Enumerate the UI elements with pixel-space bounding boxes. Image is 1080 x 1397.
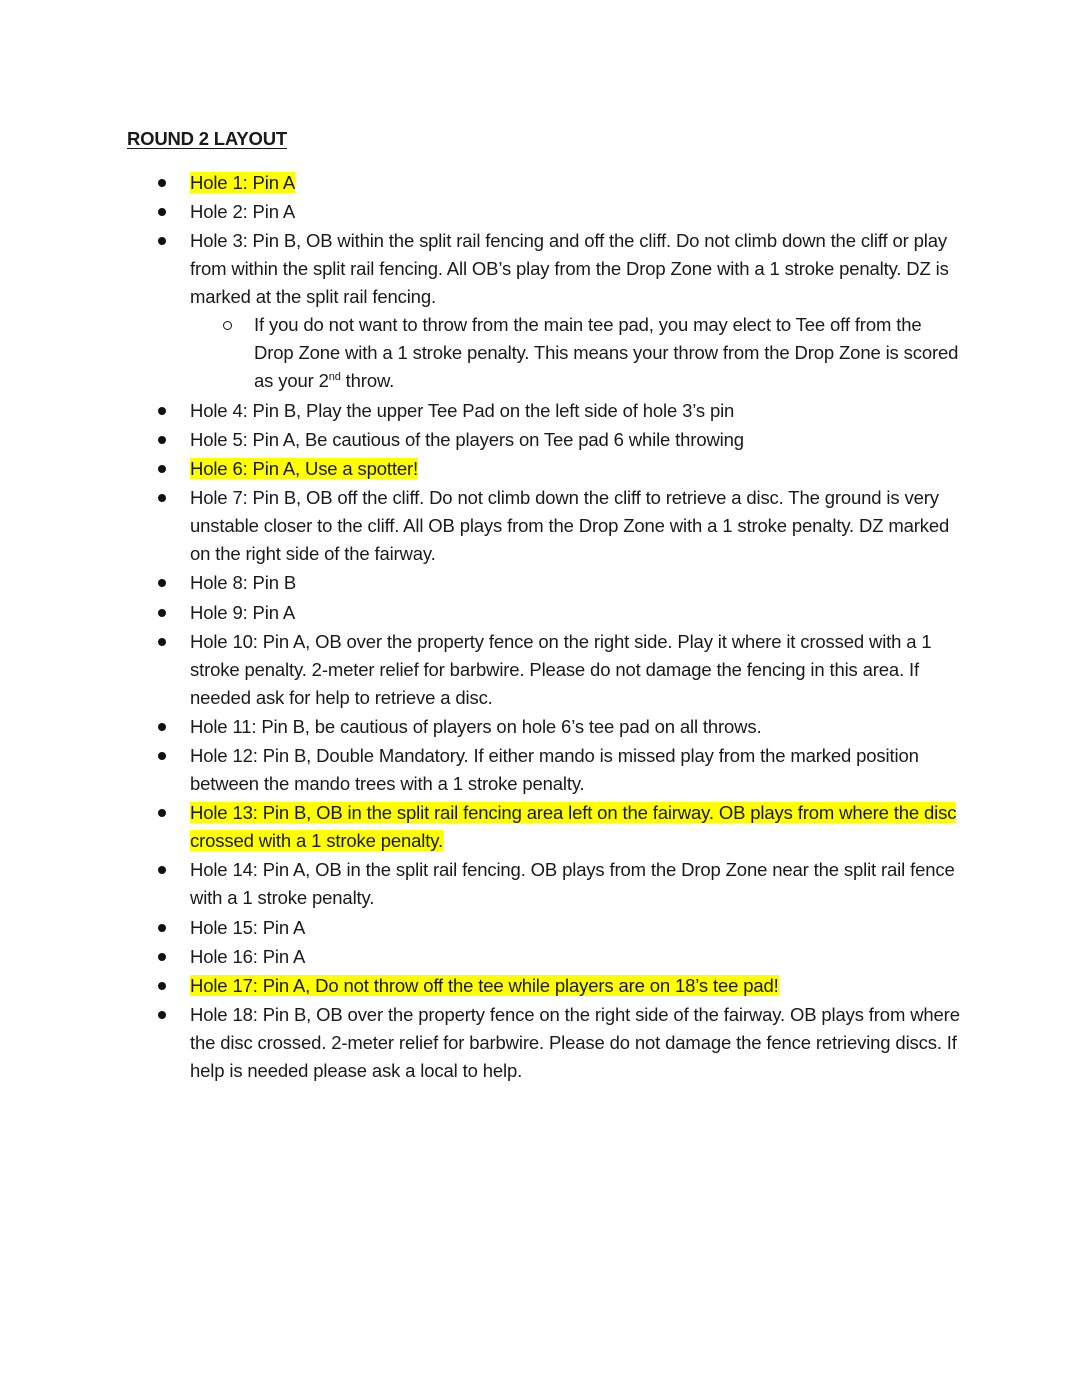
list-item-hole-10: [0, 628, 1080, 712]
bullet-icon: [158, 465, 166, 473]
bullet-icon: [158, 407, 166, 415]
bullet-icon: [158, 752, 166, 760]
list-item-hole-16: [0, 943, 1080, 971]
list-item-hole-3: [0, 227, 1080, 395]
list-item-hole-5: [0, 426, 1080, 454]
list-item-hole-1: [0, 169, 1080, 197]
hole-8-text: Hole 8: Pin B: [190, 572, 297, 594]
page-title: ROUND 2 LAYOUT: [127, 128, 287, 149]
bullet-icon: [158, 208, 166, 216]
hole-7-text: Hole 7: Pin B, OB off the cliff. Do not climb down the cliff to retrieve a disc. The ground is very unstable closer to the cliff. All OB plays from the Drop Zone with a 1 stroke penalty. DZ marked on the right side of the fairway.: [190, 487, 950, 565]
bullet-icon: [158, 609, 166, 617]
bullet-icon: [158, 1011, 166, 1019]
bullet-icon: [158, 809, 166, 817]
bullet-icon: [158, 924, 166, 932]
hole-3-sub-item: [190, 311, 960, 395]
bullet-icon: [158, 866, 166, 874]
hole-12-text: Hole 12: Pin B, Double Mandatory. If either mando is missed play from the marked position between the mando trees with a 1 stroke penalty.: [190, 745, 919, 795]
hole-3-sublist: [190, 311, 960, 395]
list-item-hole-18: [0, 1001, 1080, 1085]
list-item-hole-2: [0, 198, 1080, 226]
list-item-hole-4: [0, 397, 1080, 425]
hole-3-text: Hole 3: Pin B, OB within the split rail fencing and off the cliff. Do not climb down the cliff or play from within the split rail fencing. All OB’s play from the Drop Zone with a 1 stroke penalty. DZ is marked at the split rail fencing.: [190, 230, 949, 308]
list-item-hole-9: [0, 599, 1080, 627]
list-item-hole-14: [0, 856, 1080, 912]
bullet-icon: [158, 982, 166, 990]
bullet-icon: [158, 179, 166, 187]
bullet-icon: [158, 237, 166, 245]
hole-3-sub-text-end: throw.: [340, 370, 395, 392]
bullet-icon: [158, 953, 166, 961]
hole-18-text: Hole 18: Pin B, OB over the property fence on the right side of the fairway. OB plays from where the disc crossed. 2-meter relief for barbwire. Please do not damage the fence retrieving discs. If help is needed please ask a local to help.: [190, 1004, 960, 1082]
hole-6-text: Hole 6: Pin A, Use a spotter!: [190, 457, 419, 479]
list-item-hole-6: [0, 455, 1080, 483]
hole-5-text: Hole 5: Pin A, Be cautious of the players on Tee pad 6 while throwing: [190, 428, 744, 450]
list-item-hole-11: [0, 713, 1080, 741]
list-item-hole-17: [0, 972, 1080, 1000]
bullet-icon: [158, 436, 166, 444]
hole-3-sub-text: If you do not want to throw from the main tee pad, you may elect to Tee off from the Drop Zone with a 1 stroke penalty. This means your throw from the Drop Zone is scored as your 2: [254, 314, 959, 392]
hole-10-text: Hole 10: Pin A, OB over the property fence on the right side. Play it where it crossed with a 1 stroke penalty. 2-meter relief for barbwire. Please do not damage the fencing in this area. If needed ask for help to retrieve a disc.: [190, 630, 932, 708]
hole-13-text: Hole 13: Pin B, OB in the split rail fencing area left on the fairway. OB plays from where the disc crossed with a 1 stroke penalty.: [190, 802, 957, 852]
hole-2-text: Hole 2: Pin A: [190, 201, 296, 223]
bullet-icon: [158, 723, 166, 731]
list-item-hole-8: [0, 569, 1080, 597]
hole-16-text: Hole 16: Pin A: [190, 945, 306, 967]
bullet-icon: [158, 494, 166, 502]
list-item-hole-12: [0, 742, 1080, 798]
list-item-hole-13: [0, 799, 1080, 855]
bullet-icon: [158, 638, 166, 646]
hollow-bullet-icon: [223, 321, 232, 330]
list-item-hole-15: [0, 914, 1080, 942]
hole-17-text: Hole 17: Pin A, Do not throw off the tee while players are on 18’s tee pad!: [190, 975, 779, 996]
bullet-icon: [158, 579, 166, 587]
hole-14-text: Hole 14: Pin A, OB in the split rail fencing. OB plays from the Drop Zone near the split rail fence with a 1 stroke penalty.: [190, 859, 955, 909]
list-item-hole-7: [0, 484, 1080, 568]
hole-4-text: Hole 4: Pin B, Play the upper Tee Pad on the left side of hole 3’s pin: [190, 399, 735, 421]
superscript-nd: nd: [328, 371, 341, 384]
hole-11-text: Hole 11: Pin B, be cautious of players on hole 6’s tee pad on all throws.: [190, 715, 762, 737]
hole-9-text: Hole 9: Pin A: [190, 601, 296, 623]
hole-list: [0, 169, 1080, 1086]
hole-1-text: Hole 1: Pin A: [190, 172, 296, 193]
hole-15-text: Hole 15: Pin A: [190, 916, 306, 938]
